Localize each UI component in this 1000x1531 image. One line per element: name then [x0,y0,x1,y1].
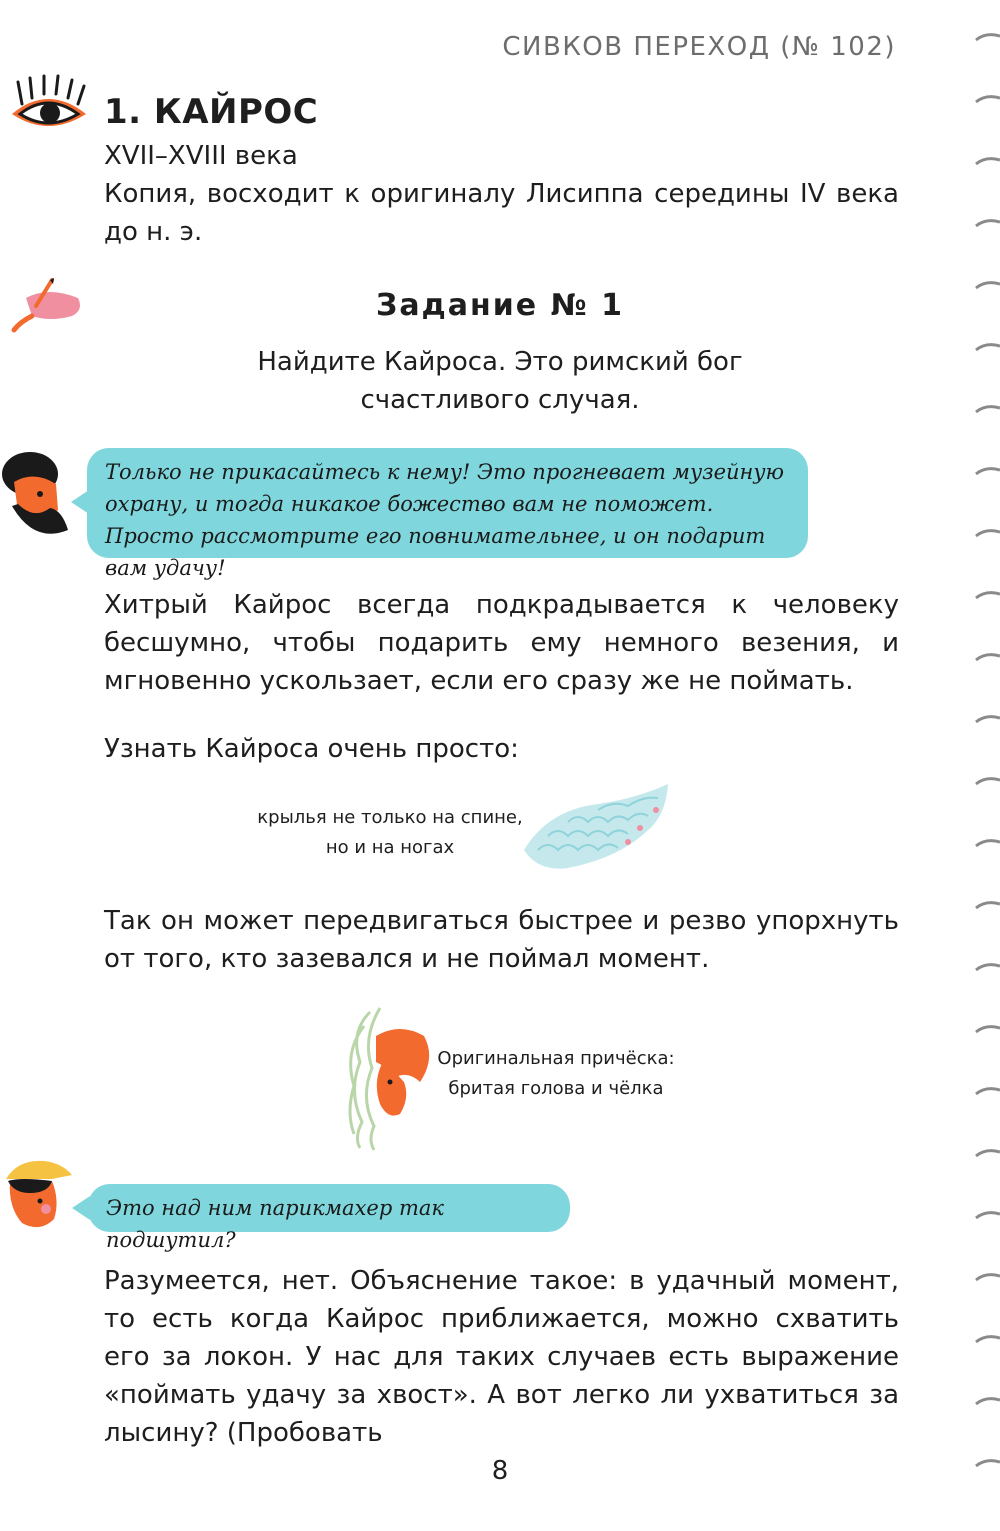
kairos-head-icon [340,1002,440,1152]
spiral-coil [976,779,1000,784]
bearded-man-icon [0,448,74,548]
speech-bubble-question [88,1184,570,1252]
speech-bubble-warning [87,448,808,580]
spiral-coil [976,469,1000,474]
spiral-coil [976,345,1000,350]
spiral-coil [976,531,1000,536]
spiral-coil [976,1337,1000,1342]
spiral-coil [976,1151,1000,1156]
hair-caption [436,1044,676,1104]
task-text: Найдите Кайроса. Это римский бог счастливого случая. [257,347,743,415]
spiral-coil [976,1089,1000,1094]
spiral-binding [970,0,1000,1531]
running-header: СИВКОВ ПЕРЕХОД (№ 102) [502,32,896,62]
paragraph-sneaky-kairos: Хитрый Кайрос всегда подкрадывается к человеку бесшумно, чтобы подарить ему немного везения, и мгновенно ускользает, если его сразу же не поймать. [104,590,899,696]
hair-caption-line-2: бритая голова и чёлка [448,1078,664,1099]
section-title: 1. КАЙРОС [104,92,319,132]
wings-caption-line-2: но и на ногах [325,837,455,858]
section-date: XVII–XVIII века [104,141,298,171]
spiral-coil [976,965,1000,970]
spiral-coil [976,35,1000,40]
spiral-coil [976,655,1000,660]
section-description: Копия, восходит к оригиналу Лисиппа середины IV века до н. э. [104,179,899,247]
spiral-coil [976,717,1000,722]
spiral-coil [976,1027,1000,1032]
speech-bubble-text: Только не прикасайтесь к нему! Это прогневает музейную охрану, и тогда никакое божество вам не поможет. Просто рассмотрите его повнимательнее, и он подарит вам удачу! [105,460,785,580]
paragraph-fast-movement: Так он может передвигаться быстрее и резво упорхнуть от того, кто зазевался и не поймал момент. [104,906,899,974]
spiral-coil [976,1213,1000,1218]
paragraph-recognize: Узнать Кайроса очень просто: [104,734,519,764]
spiral-coil [976,1399,1000,1404]
spiral-coil [976,1275,1000,1280]
page-number: 8 [491,1456,509,1486]
eye-icon [8,74,90,136]
spiral-coil [976,841,1000,846]
paragraph-explanation: Разумеется, нет. Объяснение такое: в удачный момент, то есть когда Кайрос приближается, можно схватить его за локон. У нас для таких случаев есть выражение «поймать удачу за хвост». А вот легко ли ухватиться за лысину? (Пробовать [104,1266,899,1448]
boy-with-cap-icon [0,1153,76,1233]
task-title: Задание № 1 [376,288,624,323]
wings-caption [255,803,525,863]
spiral-coil [976,593,1000,598]
spiral-coil [976,407,1000,412]
hair-caption-line-1: Оригинальная причёска: [437,1048,675,1069]
spiral-coil [976,159,1000,164]
speech-bubble-text: Это над ним парикмахер так подшутил? [106,1196,444,1252]
spiral-coil [976,97,1000,102]
wings-caption-line-1: крылья не только на спине, [257,807,523,828]
wing-icon [518,780,678,876]
spiral-coil [976,221,1000,226]
spiral-coil [976,903,1000,908]
